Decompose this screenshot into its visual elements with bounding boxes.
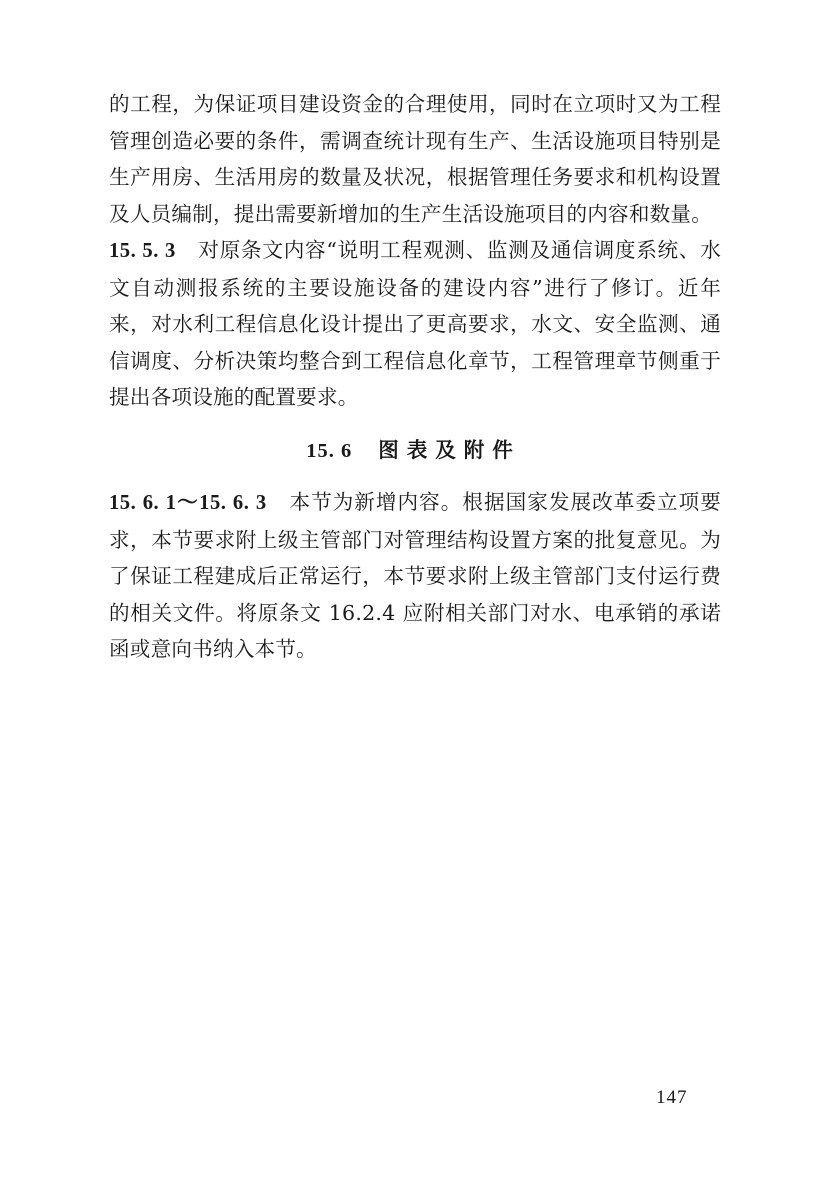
paragraph-text: 本节为新增内容。根据国家发展改革委立项要求，本节要求附上级主管部门对管理结构设置方案的批复意见。为了保证工程建成后正常运行，本节要求附上级主管部门支付运行费的相关文件。将原条文 16.2.4 应附相关部门对水、电承销的承诺函或意向书纳入本节。 — [109, 490, 722, 661]
section-heading — [0, 432, 827, 469]
section-number: 15. 6 — [306, 440, 353, 462]
section-title: 图表及附件 — [378, 438, 521, 462]
clause-number: 15. 6. 1～15. 6. 3 — [109, 492, 267, 514]
page-number: 147 — [656, 1087, 688, 1108]
paragraph-text: 对原条文内容“说明工程观测、监测及通信调度系统、水文自动测报系统的主要设施设备的建设内容”进行了修订。近年来，对水利工程信息化设计提出了更高要求，水文、安全监测、通信调度、分析决策均整合到工程信息化章节，工程管理章节侧重于提出各项设施的配置要求。 — [109, 238, 722, 409]
paragraph-clause-15-6-1 — [109, 484, 721, 668]
text-block-lower — [109, 484, 721, 668]
paragraph-continuation — [109, 86, 721, 232]
text-block-upper — [109, 86, 721, 416]
paragraph-text: 的工程，为保证项目建设资金的合理使用，同时在立项时又为工程管理创造必要的条件，需调查统计现有生产、生活设施项目特别是生产用房、生活用房的数量及状况，根据管理任务要求和机构设置及人员编制，提出需要新增加的生产生活设施项目的内容和数量。 — [109, 92, 721, 226]
clause-number: 15. 5. 3 — [109, 240, 176, 262]
paragraph-clause-15-5-3 — [109, 232, 721, 416]
